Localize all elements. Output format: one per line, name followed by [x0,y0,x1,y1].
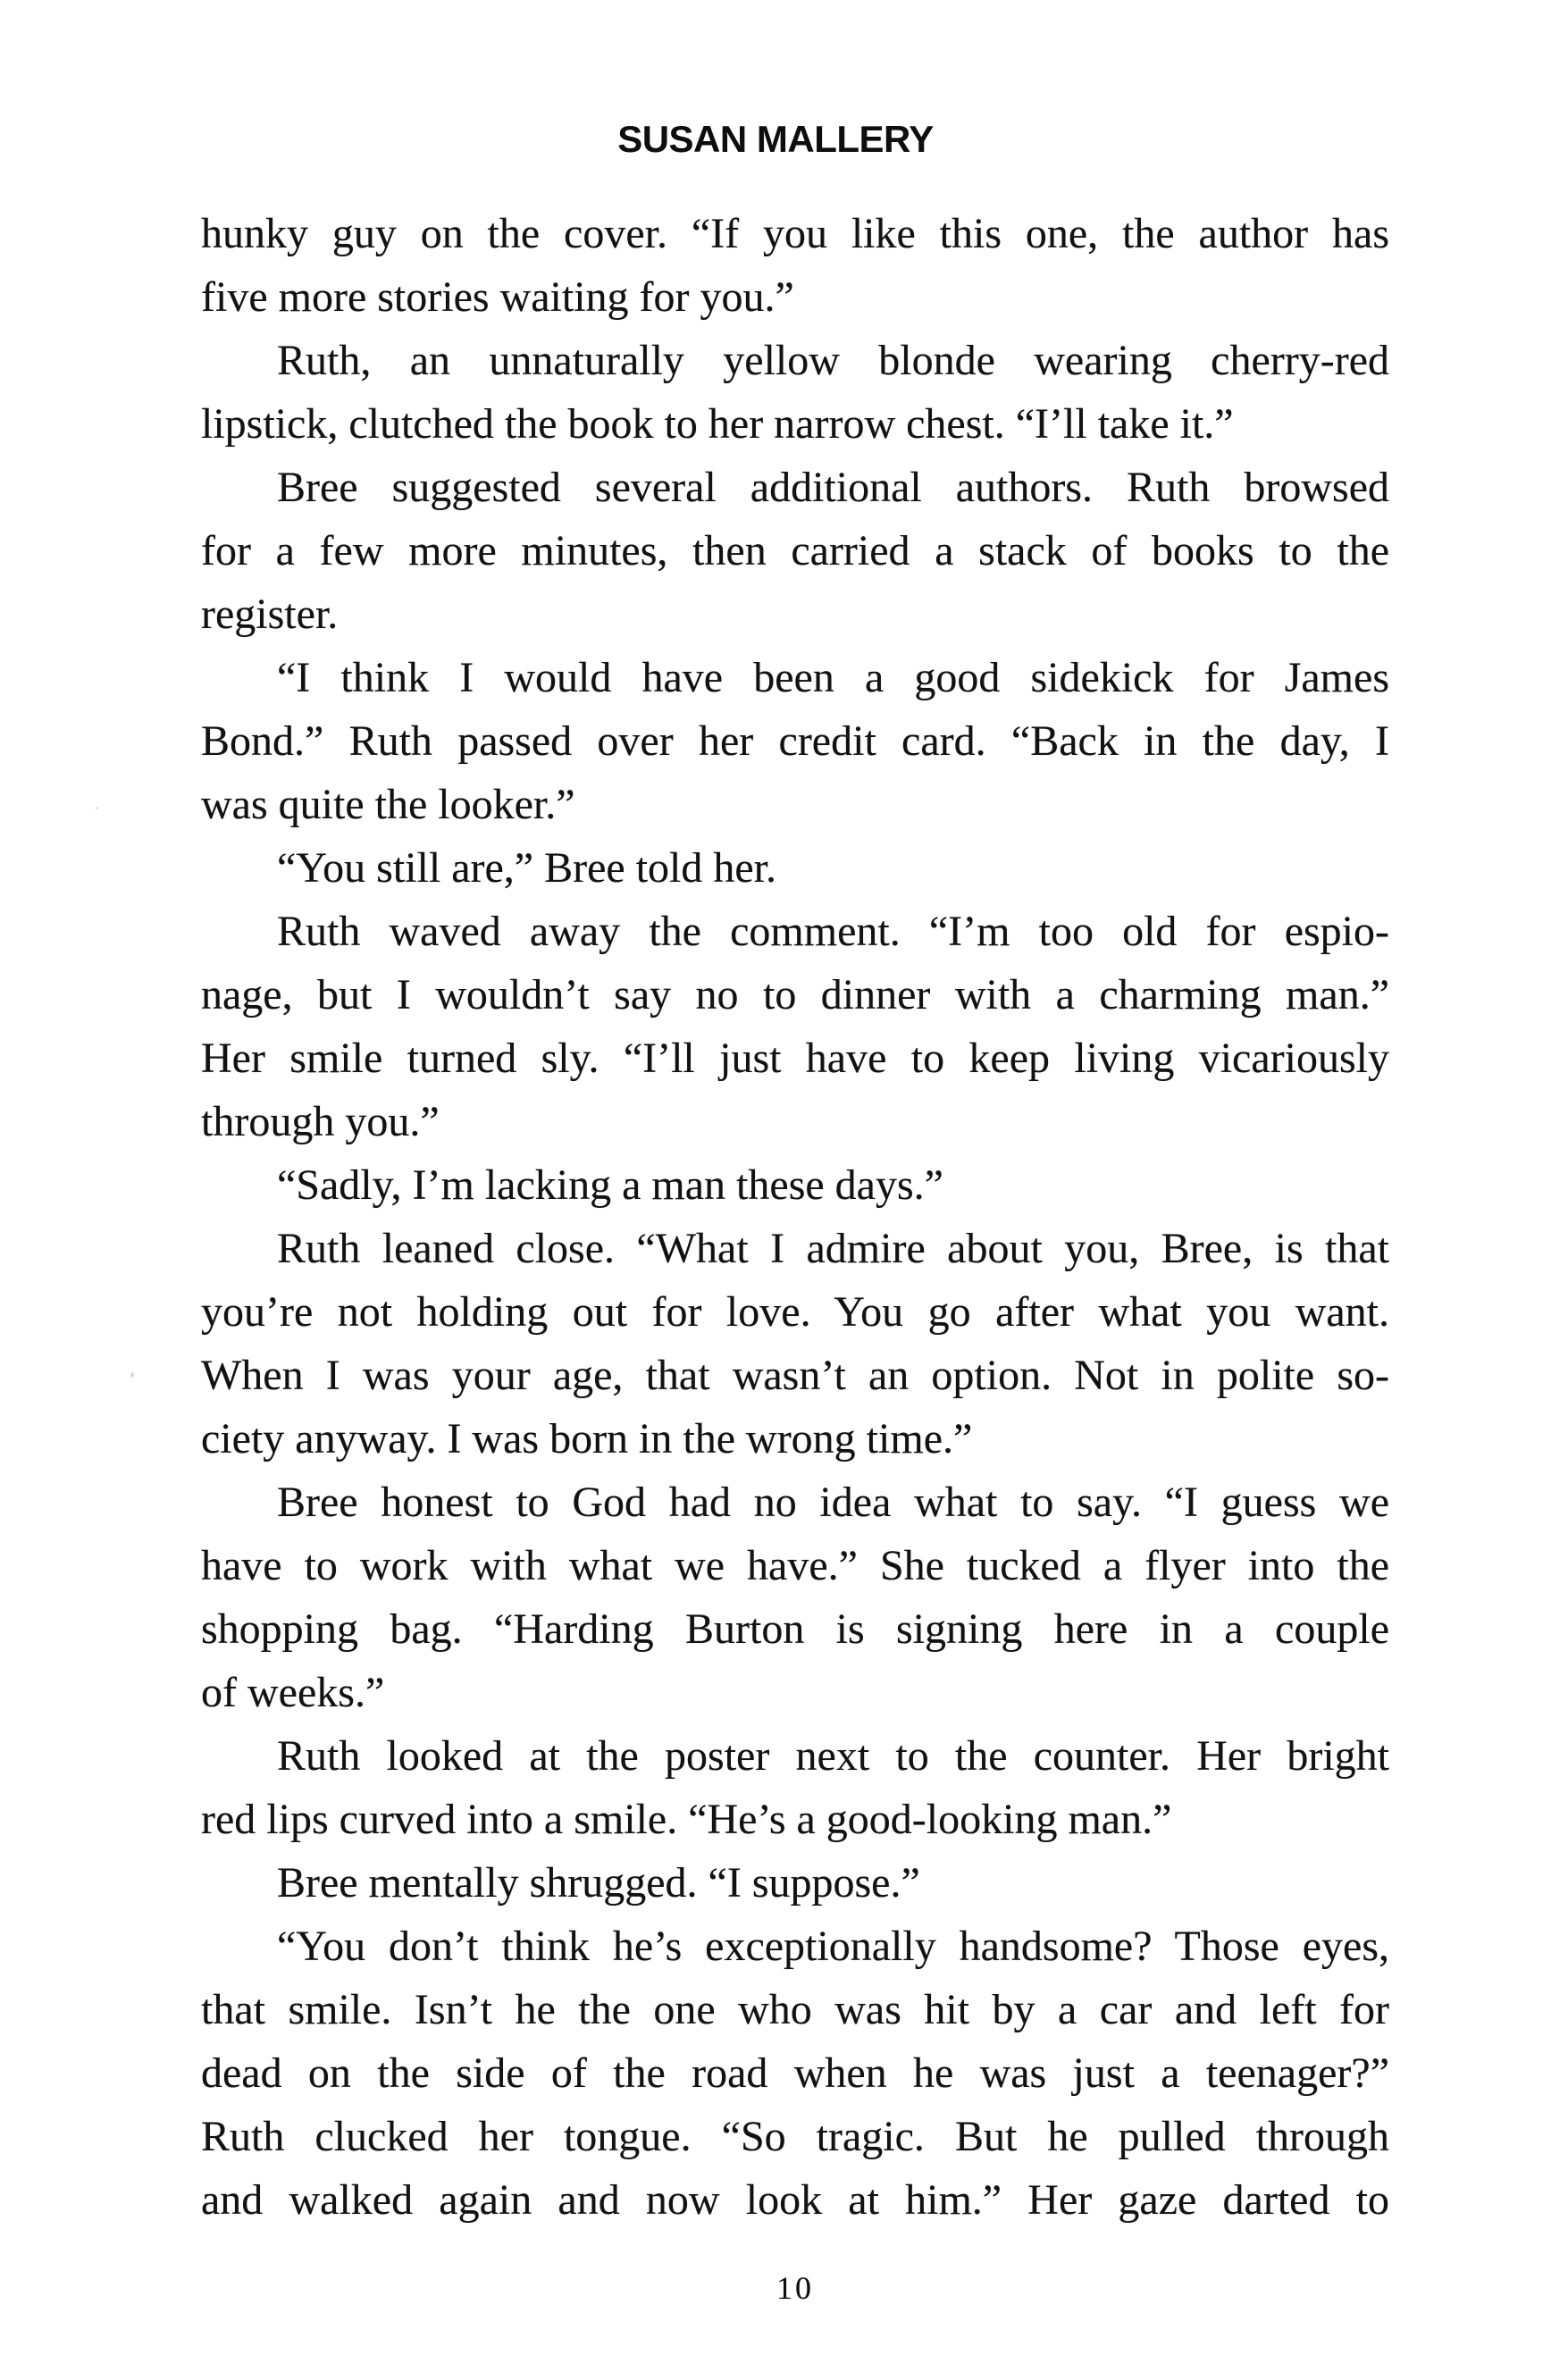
text-line: Ruth looked at the poster next to the counter. Her bright [277,1732,1389,1780]
text-line: nage, but I wouldn’t say no to dinner with a charming man.” [201,971,1389,1018]
text-line: that smile. Isn’t he the one who was hit by a car and left for [201,1986,1389,2033]
text-line: dead on the side of the road when he was just a teenager?” [201,2049,1389,2097]
paragraph [201,1217,1389,1471]
text-line: you’re not holding out for love. You go after what you want. [201,1288,1389,1336]
paragraph [201,1851,1389,1915]
text-line: of weeks.” [201,1669,385,1716]
text-line: “Sadly, I’m lacking a man these days.” [277,1161,943,1209]
text-line: shopping bag. “Harding Burton is signing here in a couple [201,1605,1389,1653]
text-line: was quite the looker.” [201,781,575,828]
text-line: Ruth waved away the comment. “I’m too old for espio- [277,908,1389,955]
paragraph [201,646,1389,836]
scan-speck [96,807,98,809]
text-line: for a few more minutes, then carried a stack of books to the [201,527,1389,574]
text-line: have to work with what we have.” She tucked a flyer into the [201,1542,1389,1589]
text-line: lipstick, clutched the book to her narrow chest. “I’ll take it.” [201,400,1234,448]
text-line: five more stories waiting for you.” [201,273,794,321]
text-line: “You still are,” Bree told her. [277,844,777,892]
paragraph [201,1471,1389,1724]
text-line: Bree mentally shrugged. “I suppose.” [277,1859,920,1907]
paragraph [201,329,1389,456]
paragraph [201,1153,1389,1217]
text-line: Ruth leaned close. “What I admire about you, Bree, is that [277,1225,1389,1272]
text-line: Her smile turned sly. “I’ll just have to keep living vicariously [201,1035,1389,1082]
text-line: When I was your age, that wasn’t an option. Not in polite so- [201,1352,1389,1399]
text-line: Bree honest to God had no idea what to say. “I guess we [277,1479,1389,1526]
paragraph [201,456,1389,646]
text-line: through you.” [201,1098,440,1145]
scan-speck [130,1372,134,1378]
body-text [201,202,1389,2232]
text-line: Ruth, an unnaturally yellow blonde wearing cherry-red [277,337,1389,384]
paragraph [201,1915,1389,2232]
page-number: 10 [776,2270,814,2306]
paragraph [201,836,1389,900]
text-line: hunky guy on the cover. “If you like this one, the author has [201,210,1389,257]
paragraph [201,202,1389,329]
text-line: Ruth clucked her tongue. “So tragic. But he pulled through [201,2113,1389,2160]
text-line: and walked again and now look at him.” Her gaze darted to [201,2176,1389,2224]
paragraph [201,900,1389,1153]
text-line: Bree suggested several additional authors. Ruth browsed [277,464,1389,511]
text-line: “You don’t think he’s exceptionally handsome? Those eyes, [277,1923,1389,1970]
text-line: “I think I would have been a good sidekick for James [277,654,1389,701]
text-line: ciety anyway. I was born in the wrong time.” [201,1415,973,1462]
text-line: Bond.” Ruth passed over her credit card. “Back in the day, I [201,717,1389,765]
running-header: SUSAN MALLERY [617,118,934,160]
text-line: register. [201,591,339,638]
paragraph [201,1724,1389,1851]
text-line: red lips curved into a smile. “He’s a good-looking man.” [201,1796,1172,1843]
